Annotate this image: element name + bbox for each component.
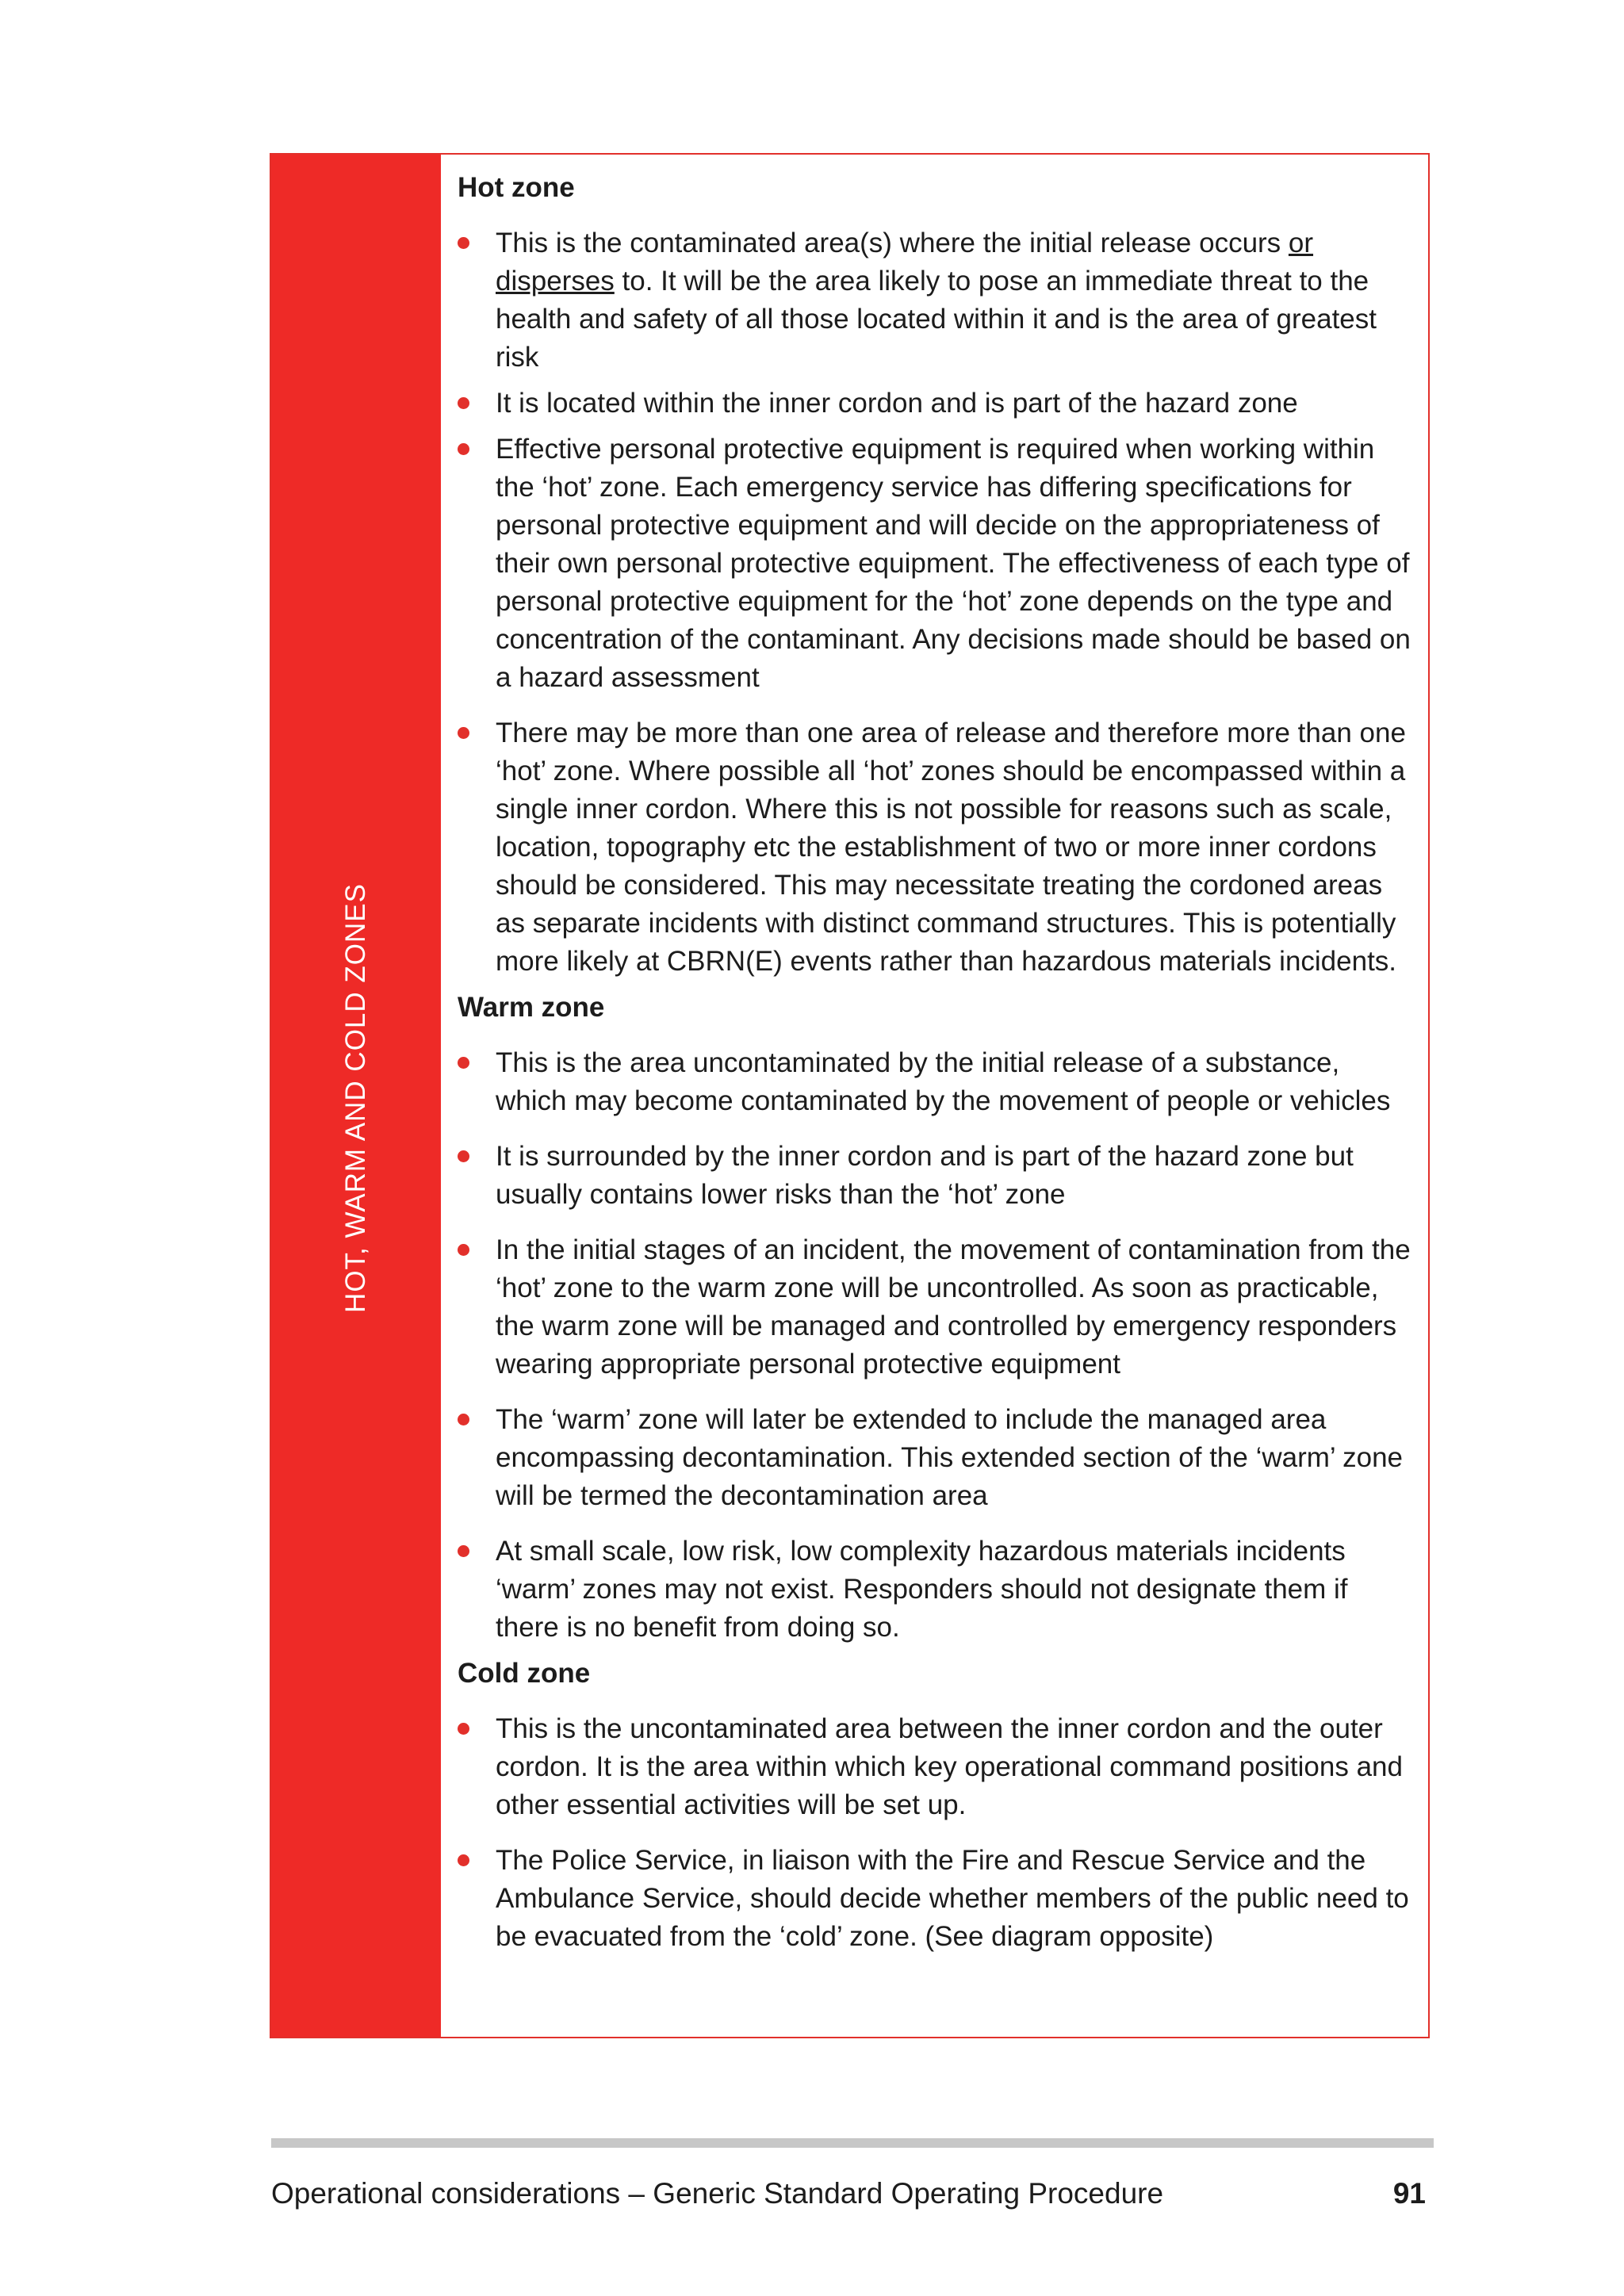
bullet-dot-icon xyxy=(458,1150,469,1162)
panel-content xyxy=(458,169,1417,1964)
bullet-dot-icon xyxy=(458,443,469,455)
list-item xyxy=(458,430,1417,697)
bullet-dot-icon xyxy=(458,397,469,409)
list-item xyxy=(458,385,1417,423)
side-band xyxy=(271,155,441,2037)
side-label: HOT, WARM AND COLD ZONES xyxy=(340,883,371,1313)
list-item xyxy=(458,224,1417,377)
zones-panel xyxy=(270,153,1430,2038)
cold-item-text: The Police Service, in liaison with the Fire and Rescue Service and the Ambulance Service, should decide whether members of the public need to be evacuated from the ‘cold’ zone. (See diagram opposite) xyxy=(496,1845,1409,1952)
warm-item-text: At small scale, low risk, low complexity hazardous materials incidents ‘warm’ zones may not exist. Responders should not designate them if there is no benefit from doing so. xyxy=(496,1536,1348,1643)
cold-zone-list xyxy=(458,1710,1417,1956)
hot-zone-list xyxy=(458,224,1417,981)
list-item xyxy=(458,1842,1417,1956)
warm-item-text: It is surrounded by the inner cordon and is part of the hazard zone but usually contains lower risks than the ‘hot’ zone xyxy=(496,1141,1354,1210)
list-item xyxy=(458,1710,1417,1824)
bullet-dot-icon xyxy=(458,1545,469,1557)
hot-b1-underlined: or disperses xyxy=(496,228,1314,297)
bullet-dot-icon xyxy=(458,1854,469,1866)
bullet-dot-icon xyxy=(458,1723,469,1735)
footer-title: Operational considerations – Generic Standard Operating Procedure xyxy=(271,2177,1164,2210)
bullet-dot-icon xyxy=(458,727,469,739)
warm-zone-list xyxy=(458,1044,1417,1647)
page-number: 91 xyxy=(1392,2177,1426,2210)
warm-zone-heading: Warm zone xyxy=(458,992,605,1023)
warm-item-text: This is the area uncontaminated by the initial release of a substance, which may become contaminated by the movement of people or vehicles xyxy=(496,1047,1391,1116)
list-item xyxy=(458,1533,1417,1647)
bullet-dot-icon xyxy=(458,1057,469,1069)
bullet-dot-icon xyxy=(458,237,469,249)
warm-item-text: In the initial stages of an incident, the movement of contamination from the ‘hot’ zone to the warm zone will be uncontrolled. As soon as practicable, the warm zone will be managed and controlled by emergency responders wearing appropriate personal protective equipment xyxy=(496,1234,1411,1380)
list-item xyxy=(458,1138,1417,1214)
warm-item-text: The ‘warm’ zone will later be extended to include the managed area encompassing decontamination. This extended section of the ‘warm’ zone will be termed the decontamination area xyxy=(496,1404,1403,1511)
list-item xyxy=(458,714,1417,981)
cold-item-text: This is the uncontaminated area between the inner cordon and the outer cordon. It is the area within which key operational command positions and other essential activities will be set up. xyxy=(496,1713,1403,1820)
hot-b3: Effective personal protective equipment is required when working within the ‘hot’ zone. Each emergency service has differing specifications for personal protective equipment and will decide on the appropriateness of their own personal protective equipment. The effectiveness of each type of personal protective equipment for the ‘hot’ zone depends on the type and concentration of the contaminant. Any decisions made should be based on a hazard assessment xyxy=(496,434,1411,693)
list-item xyxy=(458,1401,1417,1515)
hot-b2: It is located within the inner cordon and is part of the hazard zone xyxy=(496,388,1298,419)
hot-b4: There may be more than one area of release and therefore more than one ‘hot’ zone. Where possible all ‘hot’ zones should be encompassed within a single inner cordon. Where this is not possible for reasons such as scale, location, topography etc the establishment of two or more inner cordons should be considered. This may necessitate treating the cordoned areas as separate incidents with distinct command structures. This is potentially more likely at CBRN(E) events rather than hazardous materials incidents. xyxy=(496,718,1406,977)
bullet-dot-icon xyxy=(458,1414,469,1425)
list-item xyxy=(458,1044,1417,1120)
hot-b1-pre: This is the contaminated area(s) where the initial release occurs xyxy=(496,228,1289,258)
cold-zone-heading: Cold zone xyxy=(458,1658,591,1689)
hot-b1-post: to. It will be the area likely to pose an immediate threat to the health and safety of all those located within it and is the area of greatest risk xyxy=(496,266,1377,373)
hot-zone-heading: Hot zone xyxy=(458,172,575,203)
bullet-dot-icon xyxy=(458,1244,469,1256)
list-item xyxy=(458,1231,1417,1383)
footer-rule xyxy=(271,2138,1434,2148)
